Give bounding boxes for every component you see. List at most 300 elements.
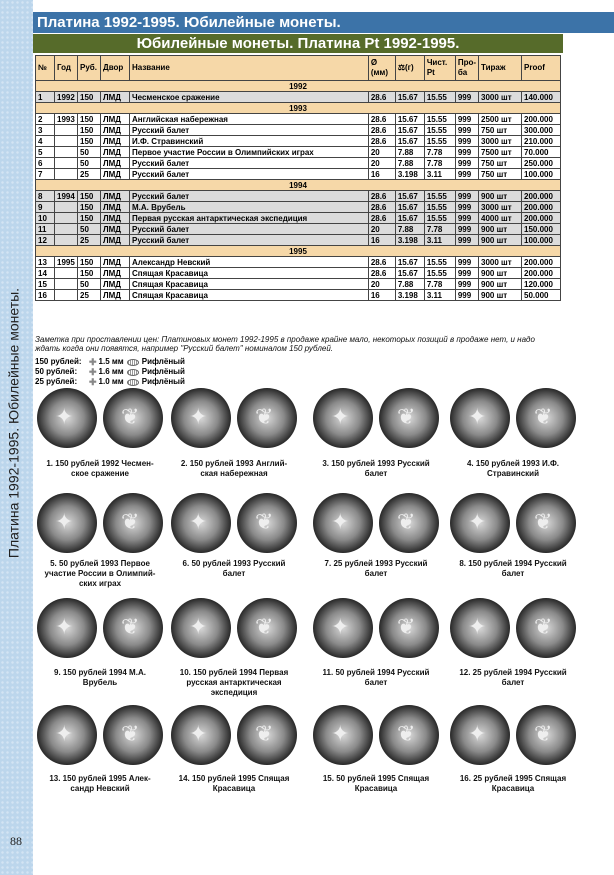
coin-caption — [164, 459, 304, 479]
coin-design-icon: ✦ — [331, 509, 350, 534]
double-eagle-icon: ❦ — [121, 404, 140, 429]
coin-design-icon: ✦ — [331, 404, 350, 429]
coin-caption — [164, 774, 304, 794]
cell-proof: 300.000 — [522, 125, 561, 136]
double-eagle-icon: ❦ — [534, 721, 553, 746]
coin-design-icon: ✦ — [189, 614, 208, 639]
cell-mint: ЛМД — [101, 213, 130, 224]
coin-reverse-image — [103, 388, 163, 448]
coin-reverse-image — [103, 598, 163, 658]
cell-pt: 15.55 — [424, 213, 455, 224]
cell-mint: ЛМД — [101, 125, 130, 136]
cell-proba: 999 — [455, 169, 478, 180]
coin-design-icon: ✦ — [468, 721, 487, 746]
cell-mint: ЛМД — [101, 158, 130, 169]
cell-proof: 150.000 — [522, 224, 561, 235]
coin-caption-line: сандр Невский — [70, 784, 130, 793]
cell-year: 1993 — [55, 114, 78, 125]
col-weight: ⚖(г) — [395, 56, 424, 81]
cell-name: Первая русская антарктическая экспедиция — [130, 213, 369, 224]
cell-proba: 999 — [455, 114, 478, 125]
cell-g: 3.198 — [395, 169, 424, 180]
cell-n: 11 — [36, 224, 55, 235]
cell-proof: 200.000 — [522, 257, 561, 268]
double-eagle-icon: ❦ — [534, 509, 553, 534]
double-eagle-icon: ❦ — [255, 721, 274, 746]
coin-reverse-image — [379, 493, 439, 553]
coin-reverse-image — [516, 388, 576, 448]
cell-rub: 150 — [78, 92, 101, 103]
year-row — [36, 246, 561, 257]
coin-caption-line: ская набережная — [200, 469, 268, 478]
cell-d: 20 — [368, 158, 395, 169]
col-proof: Proof — [522, 56, 561, 81]
coin-caption-line: балет — [364, 678, 388, 687]
cell-proba: 999 — [455, 125, 478, 136]
table-row — [36, 224, 561, 235]
cell-rub: 150 — [78, 136, 101, 147]
cell-name: Чесменское сражение — [130, 92, 369, 103]
coin-caption-line: Красавица — [212, 784, 256, 793]
col-diameter: Ø (мм) — [368, 56, 395, 81]
cell-mint: ЛМД — [101, 202, 130, 213]
cell-mint: ЛМД — [101, 191, 130, 202]
reeded-edge-icon — [127, 359, 139, 366]
table-row — [36, 92, 561, 103]
coin-caption-line: балет — [501, 678, 525, 687]
coin-reverse-image — [516, 705, 576, 765]
cell-n: 7 — [36, 169, 55, 180]
coin-obverse-image — [313, 705, 373, 765]
cell-proof: 200.000 — [522, 202, 561, 213]
coin-caption-line: балет — [222, 569, 246, 578]
cell-d: 28.6 — [368, 191, 395, 202]
table-row — [36, 279, 561, 290]
coin-caption-line: 10. 150 рублей 1994 Первая — [179, 668, 289, 677]
coin-caption-line: 16. 25 рублей 1995 Спящая — [459, 774, 567, 783]
double-eagle-icon: ❦ — [255, 509, 274, 534]
cell-year: 1995 — [55, 257, 78, 268]
coin-obverse-image — [450, 705, 510, 765]
cell-year — [55, 147, 78, 158]
cell-n: 3 — [36, 125, 55, 136]
cell-year: 1994 — [55, 191, 78, 202]
cell-proba: 999 — [455, 257, 478, 268]
coin-obverse-image — [450, 598, 510, 658]
coin-caption — [164, 559, 304, 579]
cell-d: 28.6 — [368, 257, 395, 268]
cell-rub: 150 — [78, 268, 101, 279]
cell-rub: 25 — [78, 235, 101, 246]
cell-g: 15.67 — [395, 191, 424, 202]
cell-mint: ЛМД — [101, 136, 130, 147]
cell-proof: 200.000 — [522, 191, 561, 202]
cell-rub: 25 — [78, 169, 101, 180]
table-row — [36, 257, 561, 268]
coin-design-icon: ✦ — [55, 614, 74, 639]
coin-caption-line: балет — [364, 469, 388, 478]
cell-d: 28.6 — [368, 125, 395, 136]
table-row — [36, 235, 561, 246]
cell-proof: 100.000 — [522, 169, 561, 180]
cell-proof: 200.000 — [522, 268, 561, 279]
coin-obverse-image — [171, 598, 231, 658]
cell-tirazh: 900 шт — [479, 191, 522, 202]
coin-caption-line: Врубель — [82, 678, 118, 687]
cell-mint: ЛМД — [101, 224, 130, 235]
cell-pt: 15.55 — [424, 114, 455, 125]
table-row — [36, 125, 561, 136]
cell-rub: 50 — [78, 158, 101, 169]
coin-design-icon: ✦ — [55, 404, 74, 429]
cell-n: 10 — [36, 213, 55, 224]
reeded-edge-icon — [127, 369, 139, 376]
cell-year — [55, 268, 78, 279]
coin-caption — [30, 774, 170, 794]
cell-name: Русский балет — [130, 235, 369, 246]
coin-caption-line: 3. 150 рублей 1993 Русский — [322, 459, 430, 468]
weight-icon: ⚖ — [397, 63, 405, 72]
cell-g: 3.198 — [395, 290, 424, 301]
cell-mint: ЛМД — [101, 169, 130, 180]
cell-name: Русский балет — [130, 125, 369, 136]
table-row — [36, 213, 561, 224]
double-eagle-icon: ❦ — [397, 509, 416, 534]
coin-caption — [306, 459, 446, 479]
double-eagle-icon: ❦ — [121, 509, 140, 534]
cell-name: Русский балет — [130, 158, 369, 169]
cell-name: Русский балет — [130, 191, 369, 202]
coin-obverse-image — [37, 598, 97, 658]
table-header-row — [36, 56, 561, 81]
cell-proof: 70.000 — [522, 147, 561, 158]
cell-tirazh: 3000 шт — [479, 92, 522, 103]
cell-mint: ЛМД — [101, 235, 130, 246]
coin-caption — [443, 774, 583, 794]
cell-pt: 7.78 — [424, 147, 455, 158]
double-eagle-icon: ❦ — [397, 721, 416, 746]
coin-caption-line: Стравинский — [487, 469, 539, 478]
cell-proof: 50.000 — [522, 290, 561, 301]
table-row — [36, 191, 561, 202]
cell-year — [55, 213, 78, 224]
cell-g: 15.67 — [395, 213, 424, 224]
cell-proba: 999 — [455, 290, 478, 301]
coin-caption-line: 4. 150 рублей 1993 И.Ф. — [466, 459, 560, 468]
cell-tirazh: 900 шт — [479, 224, 522, 235]
cell-name: Английская набережная — [130, 114, 369, 125]
coin-caption-line: русская антарктическая — [186, 678, 282, 687]
cell-proba: 999 — [455, 202, 478, 213]
double-eagle-icon: ❦ — [121, 614, 140, 639]
coin-caption — [306, 774, 446, 794]
cell-mint: ЛМД — [101, 279, 130, 290]
coin-caption-line: 11. 50 рублей 1994 Русский — [322, 668, 430, 677]
cell-rub: 150 — [78, 114, 101, 125]
coin-caption-line: 15. 50 рублей 1995 Спящая — [322, 774, 430, 783]
coin-caption-line: 9. 150 рублей 1994 М.А. — [54, 668, 146, 677]
coin-obverse-image — [450, 493, 510, 553]
cell-n: 5 — [36, 147, 55, 158]
coin-reverse-image — [103, 705, 163, 765]
cell-rub: 150 — [78, 213, 101, 224]
cell-proba: 999 — [455, 279, 478, 290]
coin-obverse-image — [37, 388, 97, 448]
col-year: Год — [55, 56, 78, 81]
coin-caption-line: балет — [501, 569, 525, 578]
coin-obverse-image — [37, 705, 97, 765]
cell-year — [55, 169, 78, 180]
cell-year — [55, 224, 78, 235]
cell-n: 16 — [36, 290, 55, 301]
cell-year — [55, 136, 78, 147]
cell-proba: 999 — [455, 147, 478, 158]
cell-pt: 15.55 — [424, 136, 455, 147]
cell-mint: ЛМД — [101, 92, 130, 103]
cell-pt: 15.55 — [424, 202, 455, 213]
cell-g: 15.67 — [395, 136, 424, 147]
coin-caption — [30, 668, 170, 688]
cell-g: 3.198 — [395, 235, 424, 246]
coin-caption — [443, 559, 583, 579]
cell-proba: 999 — [455, 224, 478, 235]
coin-caption — [164, 668, 304, 698]
cell-d: 28.6 — [368, 213, 395, 224]
page-header: Платина 1992-1995. Юбилейные монеты. — [33, 12, 614, 33]
edge-line-25: 25 рублей: ✚ 1.0 мм Рифлёный — [35, 377, 185, 387]
cell-tirazh: 3000 шт — [479, 257, 522, 268]
table-row — [36, 268, 561, 279]
cell-mint: ЛМД — [101, 268, 130, 279]
cell-g: 15.67 — [395, 268, 424, 279]
cell-d: 16 — [368, 235, 395, 246]
coin-design-icon: ✦ — [189, 721, 208, 746]
coin-caption-line: экспедиция — [210, 688, 258, 697]
cell-proba: 999 — [455, 92, 478, 103]
coin-caption-line: 7. 25 рублей 1993 Русский — [324, 559, 428, 568]
cell-name: Первое участие России в Олимпийских играх — [130, 147, 369, 158]
cell-g: 15.67 — [395, 257, 424, 268]
cell-n: 8 — [36, 191, 55, 202]
year-label: 1995 — [36, 246, 561, 257]
coin-obverse-image — [37, 493, 97, 553]
thickness-icon: ✚ — [89, 367, 97, 377]
cell-rub: 150 — [78, 125, 101, 136]
table-row — [36, 202, 561, 213]
thickness-icon: ✚ — [89, 377, 97, 387]
cell-pt: 15.55 — [424, 268, 455, 279]
coin-caption-line: 6. 50 рублей 1993 Русский — [182, 559, 286, 568]
cell-rub: 150 — [78, 257, 101, 268]
cell-name: Спящая Красавица — [130, 279, 369, 290]
col-number: № — [36, 56, 55, 81]
year-row — [36, 81, 561, 92]
cell-rub: 50 — [78, 147, 101, 158]
coin-reverse-image — [379, 598, 439, 658]
cell-tirazh: 2500 шт — [479, 114, 522, 125]
coin-caption-line: 12. 25 рублей 1994 Русский — [459, 668, 567, 677]
cell-tirazh: 3000 шт — [479, 202, 522, 213]
cell-proof: 200.000 — [522, 213, 561, 224]
cell-g: 15.67 — [395, 125, 424, 136]
cell-tirazh: 900 шт — [479, 279, 522, 290]
double-eagle-icon: ❦ — [255, 614, 274, 639]
coin-obverse-image — [171, 705, 231, 765]
coin-caption — [30, 459, 170, 479]
double-eagle-icon: ❦ — [255, 404, 274, 429]
col-purity-pt: Чист. Pt — [424, 56, 455, 81]
coin-reverse-image — [379, 388, 439, 448]
cell-tirazh: 900 шт — [479, 290, 522, 301]
double-eagle-icon: ❦ — [534, 614, 553, 639]
cell-mint: ЛМД — [101, 290, 130, 301]
coin-obverse-image — [450, 388, 510, 448]
cell-d: 20 — [368, 224, 395, 235]
double-eagle-icon: ❦ — [397, 614, 416, 639]
edge-line-150: 150 рублей: ✚ 1.5 мм Рифлёный — [35, 357, 185, 367]
cell-name: Александр Невский — [130, 257, 369, 268]
cell-name: Русский балет — [130, 224, 369, 235]
cell-rub: 150 — [78, 202, 101, 213]
cell-d: 28.6 — [368, 202, 395, 213]
coin-caption-line: ских играх — [78, 579, 122, 588]
cell-pt: 7.78 — [424, 279, 455, 290]
coin-design-icon: ✦ — [189, 404, 208, 429]
cell-name: И.Ф. Стравинский — [130, 136, 369, 147]
table-row — [36, 158, 561, 169]
cell-name: Русский балет — [130, 169, 369, 180]
table-row — [36, 290, 561, 301]
cell-pt: 15.55 — [424, 257, 455, 268]
cell-proof: 250.000 — [522, 158, 561, 169]
cell-g: 15.67 — [395, 92, 424, 103]
coin-design-icon: ✦ — [468, 509, 487, 534]
coin-caption — [30, 559, 170, 589]
sidebar-title: Платина 1992-1995. Юбилейные монеты. — [5, 287, 22, 559]
coin-caption-line: 5. 50 рублей 1993 Первое — [50, 559, 150, 568]
cell-d: 16 — [368, 169, 395, 180]
cell-proba: 999 — [455, 213, 478, 224]
cell-tirazh: 3000 шт — [479, 136, 522, 147]
coin-design-icon: ✦ — [55, 509, 74, 534]
coin-design-icon: ✦ — [55, 721, 74, 746]
page-number: 88 — [10, 834, 22, 848]
cell-n: 9 — [36, 202, 55, 213]
col-mintage: Тираж — [479, 56, 522, 81]
cell-year — [55, 125, 78, 136]
coin-caption-line: балет — [364, 569, 388, 578]
cell-mint: ЛМД — [101, 147, 130, 158]
cell-n: 12 — [36, 235, 55, 246]
cell-year — [55, 279, 78, 290]
cell-proba: 999 — [455, 235, 478, 246]
coin-caption-line: Красавица — [491, 784, 535, 793]
col-proba: Про-ба — [455, 56, 478, 81]
cell-pt: 7.78 — [424, 224, 455, 235]
cell-n: 15 — [36, 279, 55, 290]
double-eagle-icon: ❦ — [397, 404, 416, 429]
coin-caption — [306, 668, 446, 688]
cell-d: 28.6 — [368, 92, 395, 103]
table-row — [36, 147, 561, 158]
coin-caption-line: 1. 150 рублей 1992 Чесмен- — [46, 459, 154, 468]
cell-g: 7.88 — [395, 158, 424, 169]
col-mint: Двор — [101, 56, 130, 81]
cell-mint: ЛМД — [101, 114, 130, 125]
cell-rub: 50 — [78, 224, 101, 235]
col-name: Название — [130, 56, 369, 81]
coin-reverse-image — [237, 598, 297, 658]
year-row — [36, 180, 561, 191]
cell-year — [55, 158, 78, 169]
year-label: 1993 — [36, 103, 561, 114]
double-eagle-icon: ❦ — [534, 404, 553, 429]
coin-obverse-image — [171, 388, 231, 448]
coin-caption — [443, 668, 583, 688]
coin-reverse-image — [237, 493, 297, 553]
cell-n: 13 — [36, 257, 55, 268]
coin-caption-line: Красавица — [354, 784, 398, 793]
cell-proof: 120.000 — [522, 279, 561, 290]
thickness-icon: ✚ — [89, 357, 97, 367]
cell-rub: 25 — [78, 290, 101, 301]
cell-name: Спящая Красавица — [130, 268, 369, 279]
cell-g: 7.88 — [395, 224, 424, 235]
cell-d: 28.6 — [368, 114, 395, 125]
coin-design-icon: ✦ — [331, 721, 350, 746]
cell-name: Спящая Красавица — [130, 290, 369, 301]
cell-n: 14 — [36, 268, 55, 279]
cell-tirazh: 900 шт — [479, 235, 522, 246]
coin-caption-line: участие России в Олимпий- — [44, 569, 156, 578]
coin-reverse-image — [103, 493, 163, 553]
cell-tirazh: 750 шт — [479, 169, 522, 180]
cell-proof: 100.000 — [522, 235, 561, 246]
cell-pt: 3.11 — [424, 235, 455, 246]
cell-mint: ЛМД — [101, 257, 130, 268]
table-title: Юбилейные монеты. Платина Pt 1992-1995. — [33, 34, 563, 53]
coin-design-icon: ✦ — [468, 614, 487, 639]
cell-g: 7.88 — [395, 279, 424, 290]
coin-obverse-image — [171, 493, 231, 553]
coin-reverse-image — [237, 705, 297, 765]
cell-d: 20 — [368, 279, 395, 290]
coin-caption-line: 2. 150 рублей 1993 Англий- — [180, 459, 288, 468]
cell-n: 6 — [36, 158, 55, 169]
cell-pt: 3.11 — [424, 169, 455, 180]
sidebar — [0, 0, 33, 875]
coin-obverse-image — [313, 598, 373, 658]
year-row — [36, 103, 561, 114]
cell-d: 16 — [368, 290, 395, 301]
coin-reverse-image — [379, 705, 439, 765]
cell-year — [55, 290, 78, 301]
cell-rub: 50 — [78, 279, 101, 290]
edge-line-50: 50 рублей: ✚ 1.6 мм Рифлёный — [35, 367, 185, 377]
price-note: Заметка при проставлении цен: Платиновых монет 1992-1995 в продаже крайне мало, некоторых позиций в продаже нет, и надо ждать когда они появятся, например "Русский балет" номиналом 150 рублей. — [35, 335, 535, 353]
coin-reverse-image — [516, 598, 576, 658]
table-row — [36, 169, 561, 180]
cell-proba: 999 — [455, 136, 478, 147]
coin-caption — [443, 459, 583, 479]
cell-tirazh: 750 шт — [479, 158, 522, 169]
coin-caption-line: 8. 150 рублей 1994 Русский — [459, 559, 567, 568]
cell-g: 15.67 — [395, 114, 424, 125]
cell-year — [55, 202, 78, 213]
cell-year — [55, 235, 78, 246]
cell-proof: 200.000 — [522, 114, 561, 125]
edge-legend — [35, 357, 185, 387]
